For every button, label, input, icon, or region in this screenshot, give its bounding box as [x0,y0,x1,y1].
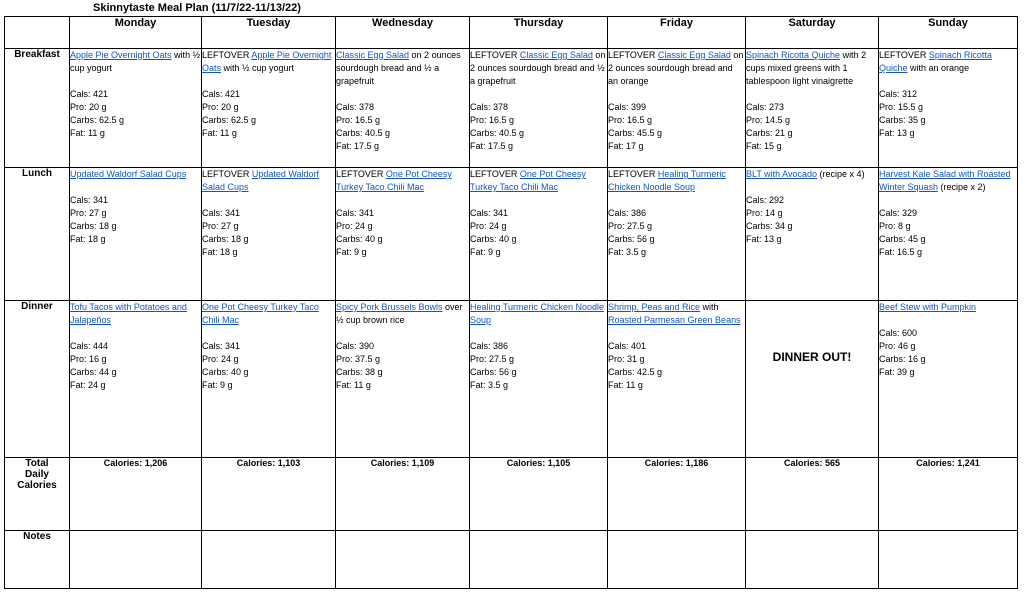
recipe-link[interactable]: Harvest Kale Salad with Roasted Winter Squash [879,169,1011,192]
meal-description [470,49,607,88]
calories-value: Cals: 378 [336,102,375,112]
header-row [5,17,1018,49]
carbs-value: Carbs: 21 g [746,128,793,138]
recipe-link[interactable]: Spinach Ricotta Quiche [746,50,841,60]
fat-value: Fat: 24 g [70,380,106,390]
meal-description [470,301,607,327]
row-label-breakfast: Breakfast [5,49,70,168]
leftover-label: LEFTOVER [470,169,520,179]
calories-value: Cals: 292 [746,195,785,205]
lunch-cell-monday [70,168,202,301]
lunch-row [5,168,1018,301]
recipe-link[interactable]: Spicy Pork Brussels Bowls [336,302,443,312]
recipe-link[interactable]: Classic Egg Salad [336,50,410,60]
breakfast-cell-wednesday [336,49,470,168]
breakfast-cell-sunday [879,49,1018,168]
meal-suffix: with an orange [907,63,970,73]
fat-value: Fat: 39 g [879,367,915,377]
fat-value: Fat: 9 g [470,247,501,257]
recipe-link[interactable]: Healing Turmeric Chicken Noodle Soup [608,169,726,192]
recipe-link[interactable]: One Pot Cheesy Turkey Taco Chili Mac [470,169,586,192]
breakfast-cell-saturday [746,49,879,168]
meal-description [202,301,335,327]
carbs-value: Carbs: 42.5 g [608,367,663,377]
calories-value: Cals: 329 [879,208,918,218]
carbs-value: Carbs: 62.5 g [202,115,257,125]
carbs-value: Carbs: 40 g [470,234,517,244]
calories-value: Cals: 273 [746,102,785,112]
calories-value: Cals: 312 [879,89,918,99]
total-calories-thursday: Calories: 1,105 [470,458,608,531]
protein-value: Pro: 37.5 g [336,354,381,364]
dinner-cell-friday [608,301,746,458]
protein-value: Pro: 20 g [202,102,239,112]
carbs-value: Carbs: 56 g [608,234,655,244]
lunch-cell-sunday [879,168,1018,301]
protein-value: Pro: 27 g [70,208,107,218]
fat-value: Fat: 18 g [70,234,106,244]
fat-value: Fat: 16.5 g [879,247,923,257]
day-header-tuesday: Tuesday [202,17,336,49]
protein-value: Pro: 14 g [746,208,783,218]
fat-value: Fat: 13 g [879,128,915,138]
row-label-total-line: Daily [25,469,49,480]
dinner-cell-saturday [746,301,879,458]
meal-suffix: with 2 cups mixed greens with 1 tablespoon light vinaigrette [746,50,867,86]
carbs-value: Carbs: 38 g [336,367,383,377]
meal-suffix: with ½ cup yogurt [70,50,201,73]
leftover-label: LEFTOVER [879,50,929,60]
nutrition-info [70,194,201,246]
breakfast-row [5,49,1018,168]
notes-cell-sunday[interactable] [879,531,1018,589]
row-label-lunch: Lunch [5,168,70,301]
meal-suffix: (recipe x 2) [938,182,986,192]
meal-description [879,168,1017,194]
recipe-link[interactable]: Healing Turmeric Chicken Noodle Soup [470,302,605,325]
protein-value: Pro: 24 g [470,221,507,231]
nutrition-info [470,207,607,259]
leftover-label: LEFTOVER [608,50,658,60]
calories-value: Cals: 401 [608,341,647,351]
carbs-value: Carbs: 40 g [336,234,383,244]
fat-value: Fat: 17.5 g [470,141,514,151]
nutrition-info [470,340,607,392]
carbs-value: Carbs: 62.5 g [70,115,125,125]
dinner-out-label: DINNER OUT! [772,350,852,364]
breakfast-cell-tuesday [202,49,336,168]
row-label-total [5,458,70,531]
fat-value: Fat: 13 g [746,234,782,244]
recipe-link[interactable]: Updated Waldorf Salad Cups [70,169,187,179]
protein-value: Pro: 16.5 g [336,115,381,125]
meal-description [746,49,878,88]
calories-value: Cals: 341 [470,208,509,218]
total-calories-wednesday: Calories: 1,109 [336,458,470,531]
fat-value: Fat: 18 g [202,247,238,257]
meal-description [336,301,469,327]
fat-value: Fat: 11 g [70,128,105,138]
protein-value: Pro: 27 g [202,221,239,231]
protein-value: Pro: 27.5 g [470,354,515,364]
day-header-friday: Friday [608,17,746,49]
calories-value: Cals: 341 [202,208,241,218]
fat-value: Fat: 17.5 g [336,141,380,151]
row-label-dinner: Dinner [5,301,70,458]
total-calories-friday: Calories: 1,186 [608,458,746,531]
fat-value: Fat: 17 g [608,141,644,151]
fat-value: Fat: 9 g [202,380,233,390]
day-header-wednesday: Wednesday [336,17,470,49]
protein-value: Pro: 24 g [336,221,373,231]
nutrition-info [746,101,878,153]
row-label-total-line: Total [25,458,49,469]
meal-description [608,168,745,194]
nutrition-info [746,194,878,246]
meal-suffix: on 2 ounces sourdough bread and ½ a grapefruit [336,50,461,86]
calories-value: Cals: 444 [70,341,109,351]
recipe-link[interactable]: Classic Egg Salad [519,50,593,60]
fat-value: Fat: 9 g [336,247,367,257]
calories-value: Cals: 341 [202,341,241,351]
total-row [5,458,1018,531]
meal-description [608,49,745,88]
dinner-row [5,301,1018,458]
fat-value: Fat: 11 g [336,380,371,390]
fat-value: Fat: 3.5 g [470,380,509,390]
meal-description [879,301,1017,314]
notes-cell-wednesday[interactable] [336,531,470,589]
nutrition-info [608,207,745,259]
fat-value: Fat: 15 g [746,141,782,151]
calories-value: Cals: 341 [70,195,109,205]
calories-value: Cals: 421 [70,89,109,99]
meal-suffix: with [700,302,719,312]
carbs-value: Carbs: 18 g [202,234,249,244]
dinner-cell-wednesday [336,301,470,458]
meal-description [70,49,201,75]
total-calories-tuesday: Calories: 1,103 [202,458,336,531]
nutrition-info [202,207,335,259]
recipe-link[interactable]: One Pot Cheesy Turkey Taco Chili Mac [336,169,452,192]
carbs-value: Carbs: 34 g [746,221,793,231]
meal-description [336,168,469,194]
meal-description [202,168,335,194]
recipe-link[interactable]: Shrimp, Peas and Rice [608,302,701,312]
page-title: Skinnytaste Meal Plan (11/7/22-11/13/22) [93,2,301,14]
recipe-link[interactable]: Classic Egg Salad [657,50,731,60]
dinner-cell-thursday [470,301,608,458]
meal-suffix: on 2 ounces sourdough bread and an orange [608,50,744,86]
recipe-link[interactable]: Roasted Parmesan Green Beans [608,315,741,325]
recipe-link[interactable]: Beef Stew with Pumpkin [879,302,977,312]
fat-value: Fat: 3.5 g [608,247,647,257]
breakfast-cell-friday [608,49,746,168]
dinner-cell-sunday [879,301,1018,458]
nutrition-info [879,88,1017,140]
calories-value: Cals: 341 [336,208,375,218]
lunch-cell-wednesday [336,168,470,301]
day-header-sunday: Sunday [879,17,1018,49]
notes-cell-saturday[interactable] [746,531,879,589]
carbs-value: Carbs: 44 g [70,367,117,377]
day-header-thursday: Thursday [470,17,608,49]
meal-description [879,49,1017,75]
protein-value: Pro: 20 g [70,102,107,112]
lunch-cell-thursday [470,168,608,301]
total-calories-saturday: Calories: 565 [746,458,879,531]
protein-value: Pro: 16.5 g [470,115,515,125]
protein-value: Pro: 46 g [879,341,916,351]
meal-description [608,301,745,327]
carbs-value: Carbs: 40.5 g [336,128,391,138]
leftover-label: LEFTOVER [608,169,658,179]
nutrition-info [879,327,1017,379]
meal-description [70,301,201,327]
protein-value: Pro: 14.5 g [746,115,791,125]
dinner-cell-tuesday [202,301,336,458]
row-label-total-line: Calories [17,480,57,491]
calories-value: Cals: 600 [879,328,918,338]
breakfast-cell-thursday [470,49,608,168]
carbs-value: Carbs: 18 g [70,221,117,231]
nutrition-info [608,101,745,153]
corner-cell [5,17,70,49]
fat-value: Fat: 11 g [608,380,643,390]
meal-description [202,49,335,75]
calories-value: Cals: 378 [470,102,509,112]
breakfast-cell-monday [70,49,202,168]
leftover-label: LEFTOVER [202,50,252,60]
calories-value: Cals: 390 [336,341,375,351]
lunch-cell-tuesday [202,168,336,301]
meal-description [470,168,607,194]
fat-value: Fat: 11 g [202,128,237,138]
leftover-label: LEFTOVER [470,50,520,60]
carbs-value: Carbs: 40 g [202,367,249,377]
meal-suffix: with ½ cup yogurt [221,63,295,73]
protein-value: Pro: 15.5 g [879,102,924,112]
recipe-link[interactable]: BLT with Avocado [746,169,818,179]
carbs-value: Carbs: 45.5 g [608,128,663,138]
recipe-link[interactable]: Apple Pie Overnight Oats [202,50,332,73]
meal-suffix: on 2 ounces sourdough bread and ½ a grapefruit [470,50,606,86]
nutrition-info [608,340,745,392]
notes-cell-monday[interactable] [70,531,202,589]
day-header-saturday: Saturday [746,17,879,49]
meal-suffix: (recipe x 4) [817,169,865,179]
recipe-link[interactable]: Tofu Tacos with Potatoes and Jalapeños [70,302,187,325]
calories-value: Cals: 399 [608,102,647,112]
protein-value: Pro: 31 g [608,354,645,364]
calories-value: Cals: 386 [608,208,647,218]
carbs-value: Carbs: 35 g [879,115,926,125]
notes-cell-friday[interactable] [608,531,746,589]
recipe-link[interactable]: Apple Pie Overnight Oats [70,50,172,60]
nutrition-info [336,101,469,153]
meal-description [70,168,201,181]
carbs-value: Carbs: 56 g [470,367,517,377]
lunch-cell-saturday [746,168,879,301]
calories-value: Cals: 421 [202,89,241,99]
nutrition-info [70,88,201,140]
leftover-label: LEFTOVER [202,169,252,179]
recipe-link[interactable]: One Pot Cheesy Turkey Taco Chili Mac [202,302,319,325]
nutrition-info [879,207,1017,259]
carbs-value: Carbs: 16 g [879,354,926,364]
leftover-label: LEFTOVER [336,169,386,179]
notes-cell-thursday[interactable] [470,531,608,589]
notes-row [5,531,1018,589]
total-calories-sunday: Calories: 1,241 [879,458,1018,531]
carbs-value: Carbs: 40.5 g [470,128,525,138]
row-label-notes: Notes [5,531,70,589]
recipe-link[interactable]: Updated Waldorf Salad Cups [202,169,320,192]
total-calories-monday: Calories: 1,206 [70,458,202,531]
lunch-cell-friday [608,168,746,301]
nutrition-info [202,88,335,140]
meal-description [336,49,469,88]
calories-value: Cals: 386 [470,341,509,351]
nutrition-info [202,340,335,392]
nutrition-info [70,340,201,392]
protein-value: Pro: 8 g [879,221,911,231]
meal-plan-table [4,16,1018,589]
nutrition-info [336,207,469,259]
nutrition-info [470,101,607,153]
recipe-link[interactable]: Spinach Ricotta Quiche [879,50,992,73]
protein-value: Pro: 16.5 g [608,115,653,125]
protein-value: Pro: 16 g [70,354,107,364]
notes-cell-tuesday[interactable] [202,531,336,589]
protein-value: Pro: 24 g [202,354,239,364]
nutrition-info [336,340,469,392]
carbs-value: Carbs: 45 g [879,234,926,244]
day-header-monday: Monday [70,17,202,49]
meal-description [746,168,878,181]
protein-value: Pro: 27.5 g [608,221,653,231]
dinner-cell-monday [70,301,202,458]
meal-suffix: over ½ cup brown rice [336,302,463,325]
